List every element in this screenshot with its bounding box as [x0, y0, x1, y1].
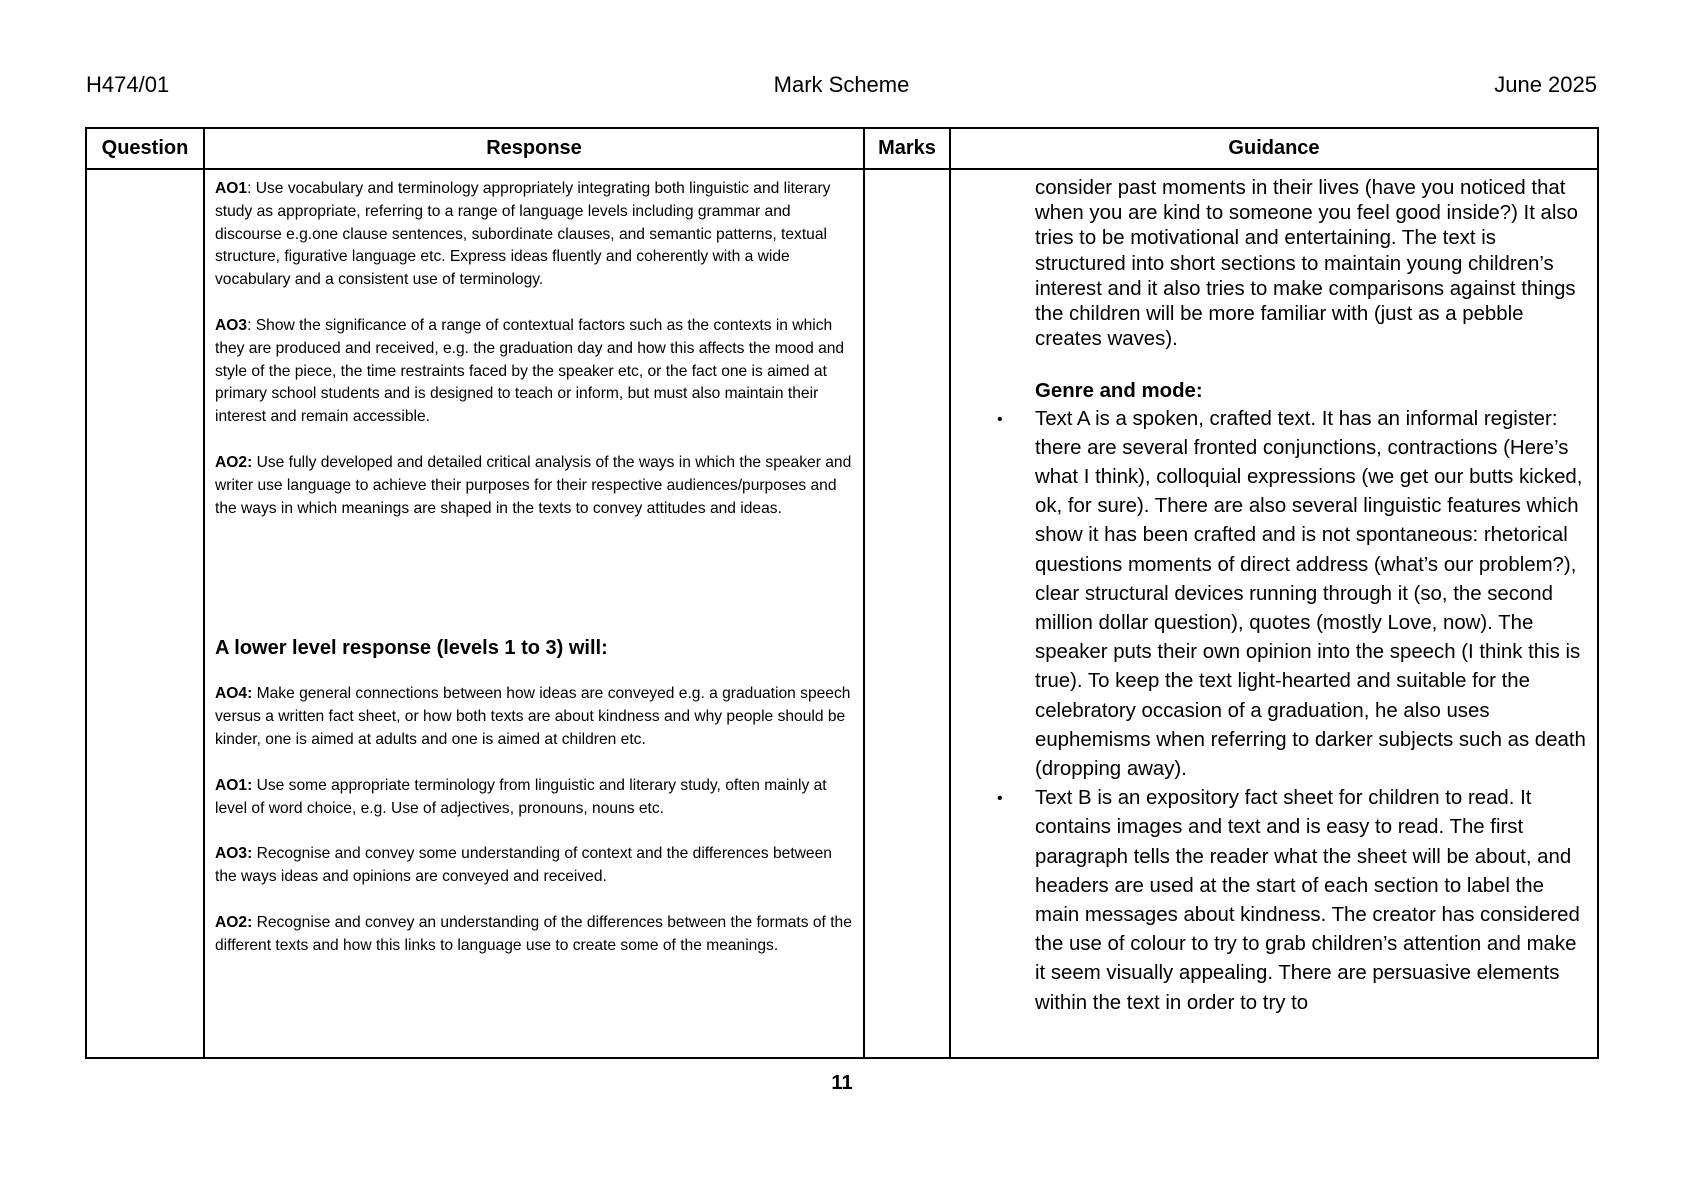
table-header-row [86, 128, 1598, 169]
question-cell [86, 169, 204, 1058]
guidance-cell [950, 169, 1598, 1058]
criterion-ao1-lower: AO1: Use some appropriate terminology from linguistic and literary study, often mainly at level of word choice, e.g. Use of adjectives, pronouns, nouns etc. [215, 776, 827, 817]
bullet-icon: • [997, 790, 1003, 808]
criterion-ao3-upper: AO3: Show the significance of a range of contextual factors such as the contexts in which they are produced and received, e.g. the graduation day and how this affects the mood and style of the piece, the time restraints faced by the speaker etc, or the fact one is aimed at primary school students and is designed to teach or inform, but must also maintain their interest and remain accessible. [215, 316, 845, 426]
response-cell [204, 169, 864, 1058]
page-number: 11 [831, 1072, 853, 1094]
header-marks: Marks [864, 128, 950, 169]
list-item [951, 784, 1587, 1018]
page-header [86, 72, 1597, 102]
header-question: Question [86, 128, 204, 169]
criterion-ao1-upper: AO1: Use vocabulary and terminology appropriately integrating both linguistic and literary study as appropriate, referring to a range of language levels including grammar and discourse e.g.one clause sentences, subordinate clauses, and semantic patterns, textual structure, figurative language etc. Express ideas fluently and coherently with a wide vocabulary and a consistent use of terminology. [215, 180, 831, 289]
marks-cell [864, 169, 950, 1058]
spacer [215, 543, 853, 635]
list-item [951, 405, 1587, 785]
header-response: Response [204, 128, 864, 169]
bullet-icon: • [997, 410, 1003, 428]
bullet-text-a: Text A is a spoken, crafted text. It has an informal register: there are several fronted conjunctions, contractions (Here’s what I think), colloquial expressions (we get our butts kicked, ok, for sure). There are also several linguistic features which show it has been crafted and is not spontaneous: rhetorical questions moments of direct address (what’s our problem?), clear structural devices running through it (so, the second million dollar question), quotes (mostly Love, now). The speaker puts their own opinion into the speech (I think this is true). To keep the text light-hearted and suitable for the celebratory occasion of a graduation, he also uses euphemisms when referring to darker subjects such as death (dropping away). [1035, 407, 1586, 781]
guidance-continuation: consider past moments in their lives (have you noticed that when you are kind to someone you feel good inside?) It also tries to be motivational and entertaining. The text is structured into short sections to maintain young children’s interest and it also tries to make comparisons against things the children will be more familiar with (just as a pebble creates waves). [1035, 177, 1578, 351]
paper-code: H474/01 [86, 72, 170, 97]
bullet-text-b: Text B is an expository fact sheet for children to read. It contains images and text and is easy to read. The first paragraph tells the reader what the sheet will be about, and headers are used at the start of each section to label the main messages about kindness. The creator has considered the use of colour to try to grab children’s attention and make it seem visually appealing. There are persuasive elements within the text in order to try to [1035, 787, 1580, 1014]
genre-mode-heading: Genre and mode: [1035, 380, 1203, 403]
criterion-ao2-upper: AO2: Use fully developed and detailed critical analysis of the ways in which the speaker and writer use language to achieve their purposes for their respective audiences/purposes and the ways in which meanings are shaped in the texts to convey attitudes and ideas. [215, 453, 852, 517]
document-title: Mark Scheme [773, 72, 910, 97]
header-guidance: Guidance [950, 128, 1598, 169]
criterion-ao4-lower: AO4: Make general connections between how ideas are conveyed e.g. a graduation speech versus a written fact sheet, or how both texts are about kindness and why people should be kinder, one is aimed at adults and one is aimed at children etc. [215, 685, 851, 748]
table-row [86, 169, 1598, 1058]
mark-scheme-table [85, 127, 1599, 1059]
exam-date: June 2025 [1494, 72, 1597, 97]
criterion-ao3-lower: AO3: Recognise and convey some understanding of context and the differences between the ways ideas and opinions are conveyed and received. [215, 845, 832, 886]
lower-level-heading: A lower level response (levels 1 to 3) will: [215, 637, 608, 660]
guidance-bullet-list [951, 405, 1587, 1018]
criterion-ao2-lower: AO2: Recognise and convey an understanding of the differences between the formats of the different texts and how this links to language use to create some of the meanings. [215, 913, 852, 954]
